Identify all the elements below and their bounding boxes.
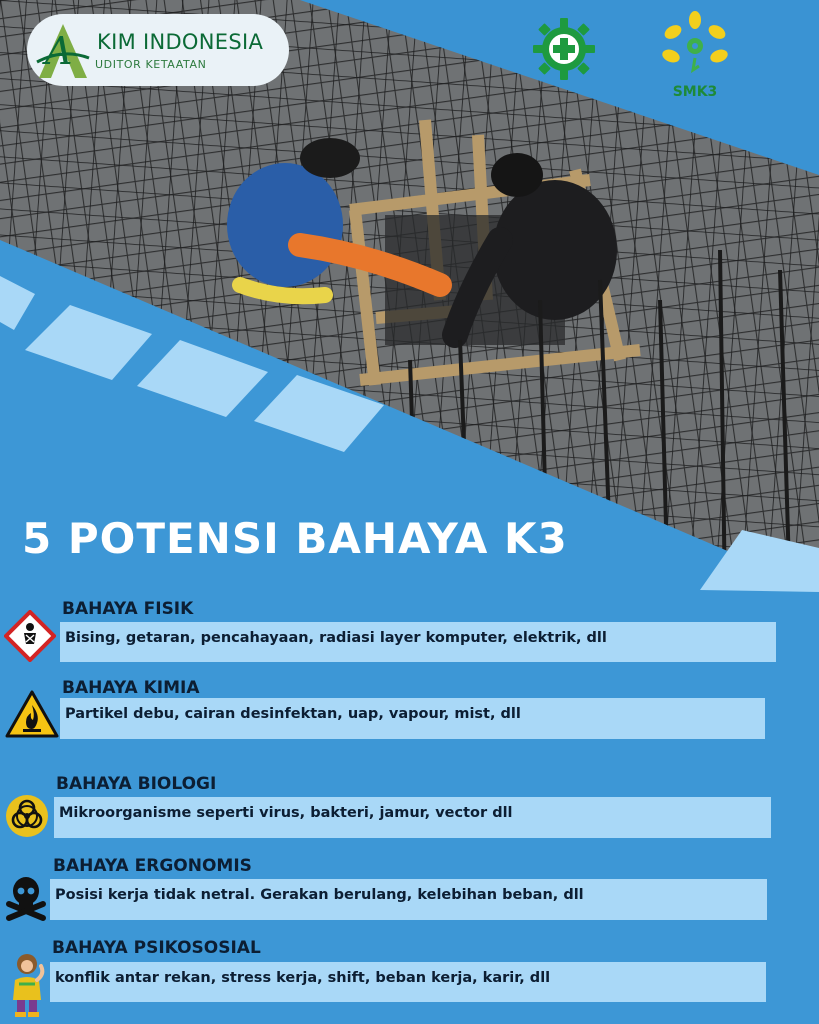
hazard-title: BAHAYA FISIK [62, 599, 194, 619]
health-hazard-icon [4, 610, 56, 662]
svg-text:A: A [45, 29, 73, 73]
smk3-emblem-icon [657, 10, 733, 102]
hazard-title: BAHAYA ERGONOMIS [53, 856, 252, 876]
hazard-description-box [50, 879, 767, 920]
logo-mountain-icon [33, 18, 93, 82]
hazard-description: Partikel debu, cairan desinfektan, uap, vapour, mist, dll [65, 706, 521, 722]
hazard-title: BAHAYA PSIKOSOSIAL [52, 938, 261, 958]
hazard-description: Mikroorganisme seperti virus, bakteri, jamur, vector dll [59, 805, 513, 821]
k3-gear-cross-icon [531, 16, 597, 82]
hazard-description: Posisi kerja tidak netral. Gerakan berulang, kelebihan beban, dll [55, 887, 584, 903]
skull-crossbones-icon [3, 874, 49, 922]
hazard-description: Bising, getaran, pencahayaan, radiasi layer komputer, elektrik, dll [65, 630, 607, 646]
stressed-worker-icon [7, 952, 51, 1018]
hazard-description: konflik antar rekan, stress kerja, shift, beban kerja, karir, dll [55, 970, 551, 986]
hazard-description-box [60, 622, 776, 662]
flammable-warning-icon [4, 689, 60, 739]
company-logo [27, 14, 289, 86]
page-title: 5 POTENSI BAHAYA K3 [22, 514, 568, 563]
hazard-description-box [60, 698, 765, 739]
hazard-description-box [54, 797, 771, 838]
hazard-description-box [50, 962, 766, 1002]
hazard-title: BAHAYA KIMIA [62, 678, 200, 698]
smk3-label: SMK3 [672, 84, 718, 100]
biohazard-icon [5, 794, 49, 838]
logo-subtitle: UDITOR KETAATAN [95, 58, 207, 71]
hazard-title: BAHAYA BIOLOGI [56, 774, 217, 794]
logo-title: KIM INDONESIA [97, 30, 264, 54]
